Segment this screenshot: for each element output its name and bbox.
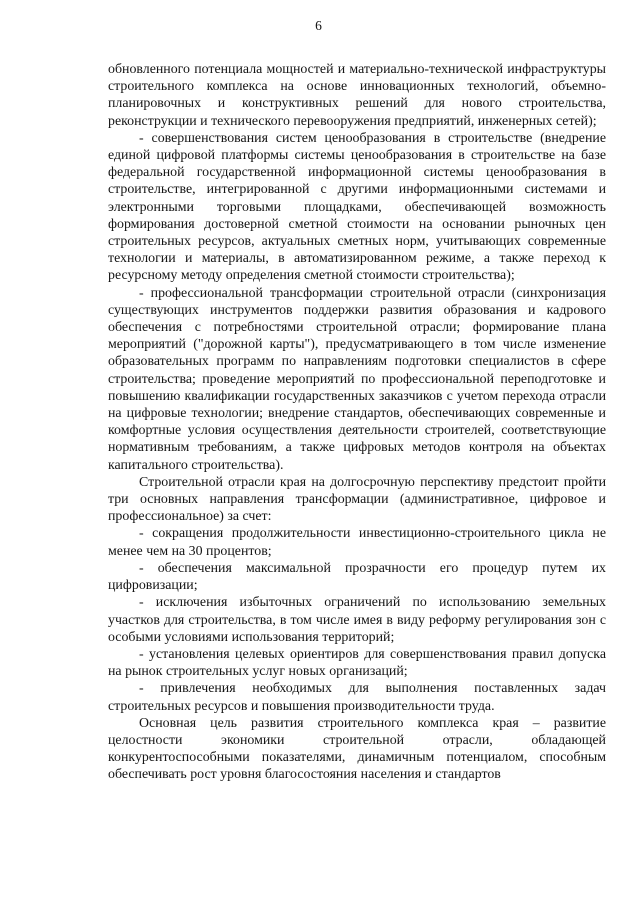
list-item-cycle-reduction: - сокращения продолжительности инвестиционно-строительного цикла не менее чем на 30 процентов;: [108, 526, 606, 559]
paragraph-main-goal: Основная цель развития строительного комплекса края – развитие целостности экономики строительной отрасли, обладающей конкурентоспособными показателями, динамичным потенциалом, способным обеспечивать рост уровня благосостояния населения и стандартов: [108, 715, 606, 783]
list-item-target-benchmarks: - установления целевых ориентиров для совершенствования правил допуска на рынок строительных услуг новых организаций;: [108, 646, 606, 680]
list-item-resources: - привлечения необходимых для выполнения поставленных задач строительных ресурсов и повышения производительности труда.: [108, 681, 606, 714]
list-item-transparency: - обеспечения максимальной прозрачности его процедур путем их цифровизации;: [108, 560, 606, 594]
paragraph-continuation: обновленного потенциала мощностей и материально-технической инфраструктуры строительного комплекса на основе инновационных технологий, объемно-планировочных и конструктивных решений для нового строительства, реконструкции и технического перевооружения предприятий, инженерных сетей);: [108, 62, 606, 129]
paragraph-transformation-directions: Строительной отрасли края на долгосрочную перспективу предстоит пройти три основных направления трансформации (административное, цифровое и профессиональное) за счет:: [108, 474, 606, 525]
paragraph-professional-transformation: - профессиональной трансформации строительной отрасли (синхронизация существующих инструментов поддержки развития образования и кадрового обеспечения с потребностями строительной отрасли; формирование плана мероприятий ("дорожной карты"), предусматривающего в том числе изменение образовательных программ по направлениям подготовки специалистов в сфере строительства; проведение мероприятий по профессиональной переподготовке и повышению квалификации государственных заказчиков с учетом перехода отрасли на цифровые технологии; внедрение стандартов, обеспечивающих современные и комфортные условия осуществления деятельности строителей, соответствующие нормативным требованиям, а также цифровых методов контроля на объектах капитального строительства).: [108, 285, 606, 473]
paragraph-pricing-systems: - совершенствования систем ценообразования в строительстве (внедрение единой цифровой платформы системы ценообразования в строительстве на базе федеральной государственной информационной системы ценообразования в строительстве, интегрированной с другими информационными системами и электронными торговыми площадками, обеспечивающей возможность формирования достоверной сметной стоимости на основании рыночных цен строительных ресурсов, актуальных сметных норм, учитывающих современные технологии и материалы, в автоматизированном режиме, а также переход к ресурсному методу определения сметной стоимости строительства);: [108, 130, 606, 284]
page-number: 6: [315, 18, 322, 33]
list-item-land-restrictions: - исключения избыточных ограничений по использованию земельных участков для строительства, в том числе имея в виду реформу регулирования зон с особыми условиями использования территорий;: [108, 595, 606, 645]
document-body: [108, 61, 606, 784]
